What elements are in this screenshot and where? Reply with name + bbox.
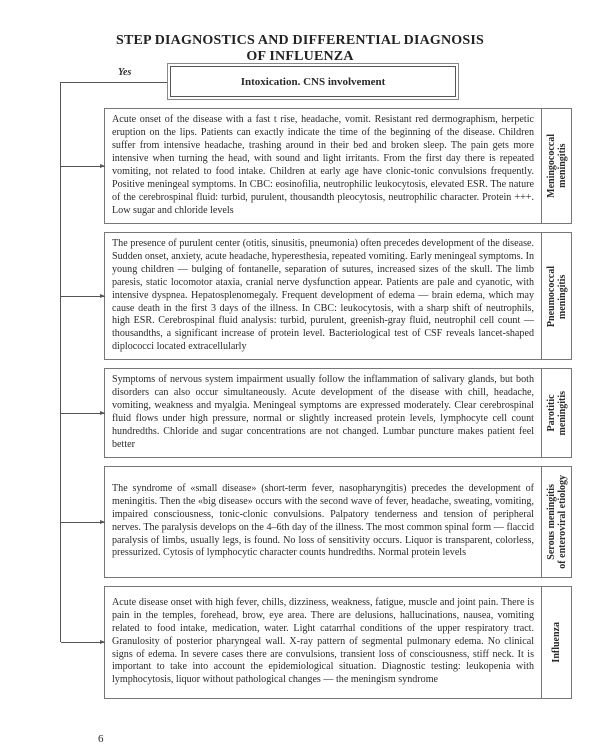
- box-label: Serous meningitis of enteroviral etiology: [541, 467, 571, 577]
- diagnosis-box-meningococcal: [104, 108, 572, 224]
- arrow-4: [61, 522, 105, 523]
- box-label: Influenza: [541, 587, 571, 698]
- arrow-1: [61, 166, 105, 167]
- box-text: The syndrome of «small disease» (short-term fever, nasopharyngitis) precedes the development of meningitis. Then the «big disease» occurs with the second wave of fever, headache, sweating, vomiting, impaired consciousness, tonic-clonic convulsions. Palpatory tenderness and tension of peripheral nerves. The paralysis develops on the 4–6th day of the illness. The most common spinal form — flaccid paralysis of limbs, usually legs, is found. No loss of sensitivity occurs. Liquor is transparent, colorless, pressurized. Cytosis of lymphocytic character counts hundredths. Normal protein levels: [112, 482, 534, 559]
- box-text: Symptoms of nervous system impairment usually follow the inflammation of salivary glands, but both disorders can also occur simultaneously. Acute development of the disease with chill, headache, vomiting, weakness and myalgia. Meningeal symptoms are expressed moderately. Clear cerebrospinal fluid flows under high pressure, normal or slightly increased protein levels, lymphocyte cell count hundredths. Chloride and sugar concentrations are not changed. Lumbar puncture makes patient feel better: [112, 374, 534, 450]
- page-number: 6: [98, 732, 104, 745]
- arrow-2: [61, 296, 105, 297]
- diagnosis-box-influenza: [104, 586, 572, 699]
- box-label: Pneumococcal meningitis: [541, 233, 571, 359]
- diagnosis-box-enteroviral: [104, 466, 572, 578]
- box-label: Meningococcal meningitis: [541, 109, 571, 223]
- diagnosis-box-parotitic: [104, 368, 572, 457]
- diagnosis-stack: [98, 108, 572, 746]
- arrow-3: [61, 413, 105, 414]
- page-title: STEP DIAGNOSTICS AND DIFFERENTIAL DIAGNOSIS OF INFLUENZA: [115, 33, 485, 64]
- box-label: Parotitic meningitis: [541, 369, 571, 456]
- arrow-5: [61, 642, 105, 643]
- header-box: Intoxication. CNS involvement: [170, 66, 456, 97]
- box-text: The presence of purulent center (otitis, sinusitis, pneumonia) often precedes development of the disease. Sudden onset, anxiety, acute headache, hyperesthesia, repeated vomiting. Early meningeal symptoms. In young children — bulging of fontanelle, separation of sutures, increased sizes of the skull. The limb paresis, static locomotor ataxia, cranial nerve dysfunction appear. Patients are pale and cyanotic, with intensive dyspnea. Hepatosplenomegaly. Frequent development of edema — brain edema, which may cause death in the first 3 days of the illness. In CBC: leukocytosis, with a sharp shift of neutrophils, high ESR. Cerebrospinal fluid analysis: turbid, purulent, greenish-gray fluid, neutrophil cell count — thousandths, a significant increase of protein level. Bacteriological test of CSF reveals lancet-shaped diplococci located extracellularly: [112, 238, 534, 353]
- connector-top: [60, 82, 170, 83]
- diagnosis-box-pneumococcal: [104, 232, 572, 360]
- box-text: Acute onset of the disease with a fast t rise, headache, vomit. Resistant red dermographism, herpetic eruption on the lips. Patients can exactly indicate the time of the beginning of the disease. Children suffer from intensive headache, trashing around in their bed and broken sleep. The pain gets more intensive when turning the head, with sound and light irritants. From the first day there is repeated vomiting, not related to food intake. Children at early age have clonic-tonic convulsions frequently. Positive meningeal symptoms. In CBC: eosinofilia, neutrophilic leukocytosis, elevated ESR. The nature of the cerebrospinal fluid: turbid, purulent, thousandth pleocytosis, neutrophilic character. Protein +++. Low sugar and chloride levels: [112, 114, 534, 216]
- box-text: Acute disease onset with high fever, chills, dizziness, weakness, fatigue, muscle and joint pain. There is pain in the temples, forehead, brow, eye area. There are delusions, hallucinations, nausea, vomiting related to food intake, medication, water. Light catarrhal conditions of the upper respiratory tract. Granulosity of posterior pharyngeal wall. X-ray pattern of segmental pulmonary edema. No clinical signs of edema. In severe cases there are convulsions, transient loss of consciousness, stiff neck. It is important to take into account the epidemiological situation. Diagnostic testing: leukopenia with lymphocytosis, liquor without pathological changes — the meningism syndrome: [112, 596, 534, 686]
- yes-label: Yes: [118, 67, 132, 78]
